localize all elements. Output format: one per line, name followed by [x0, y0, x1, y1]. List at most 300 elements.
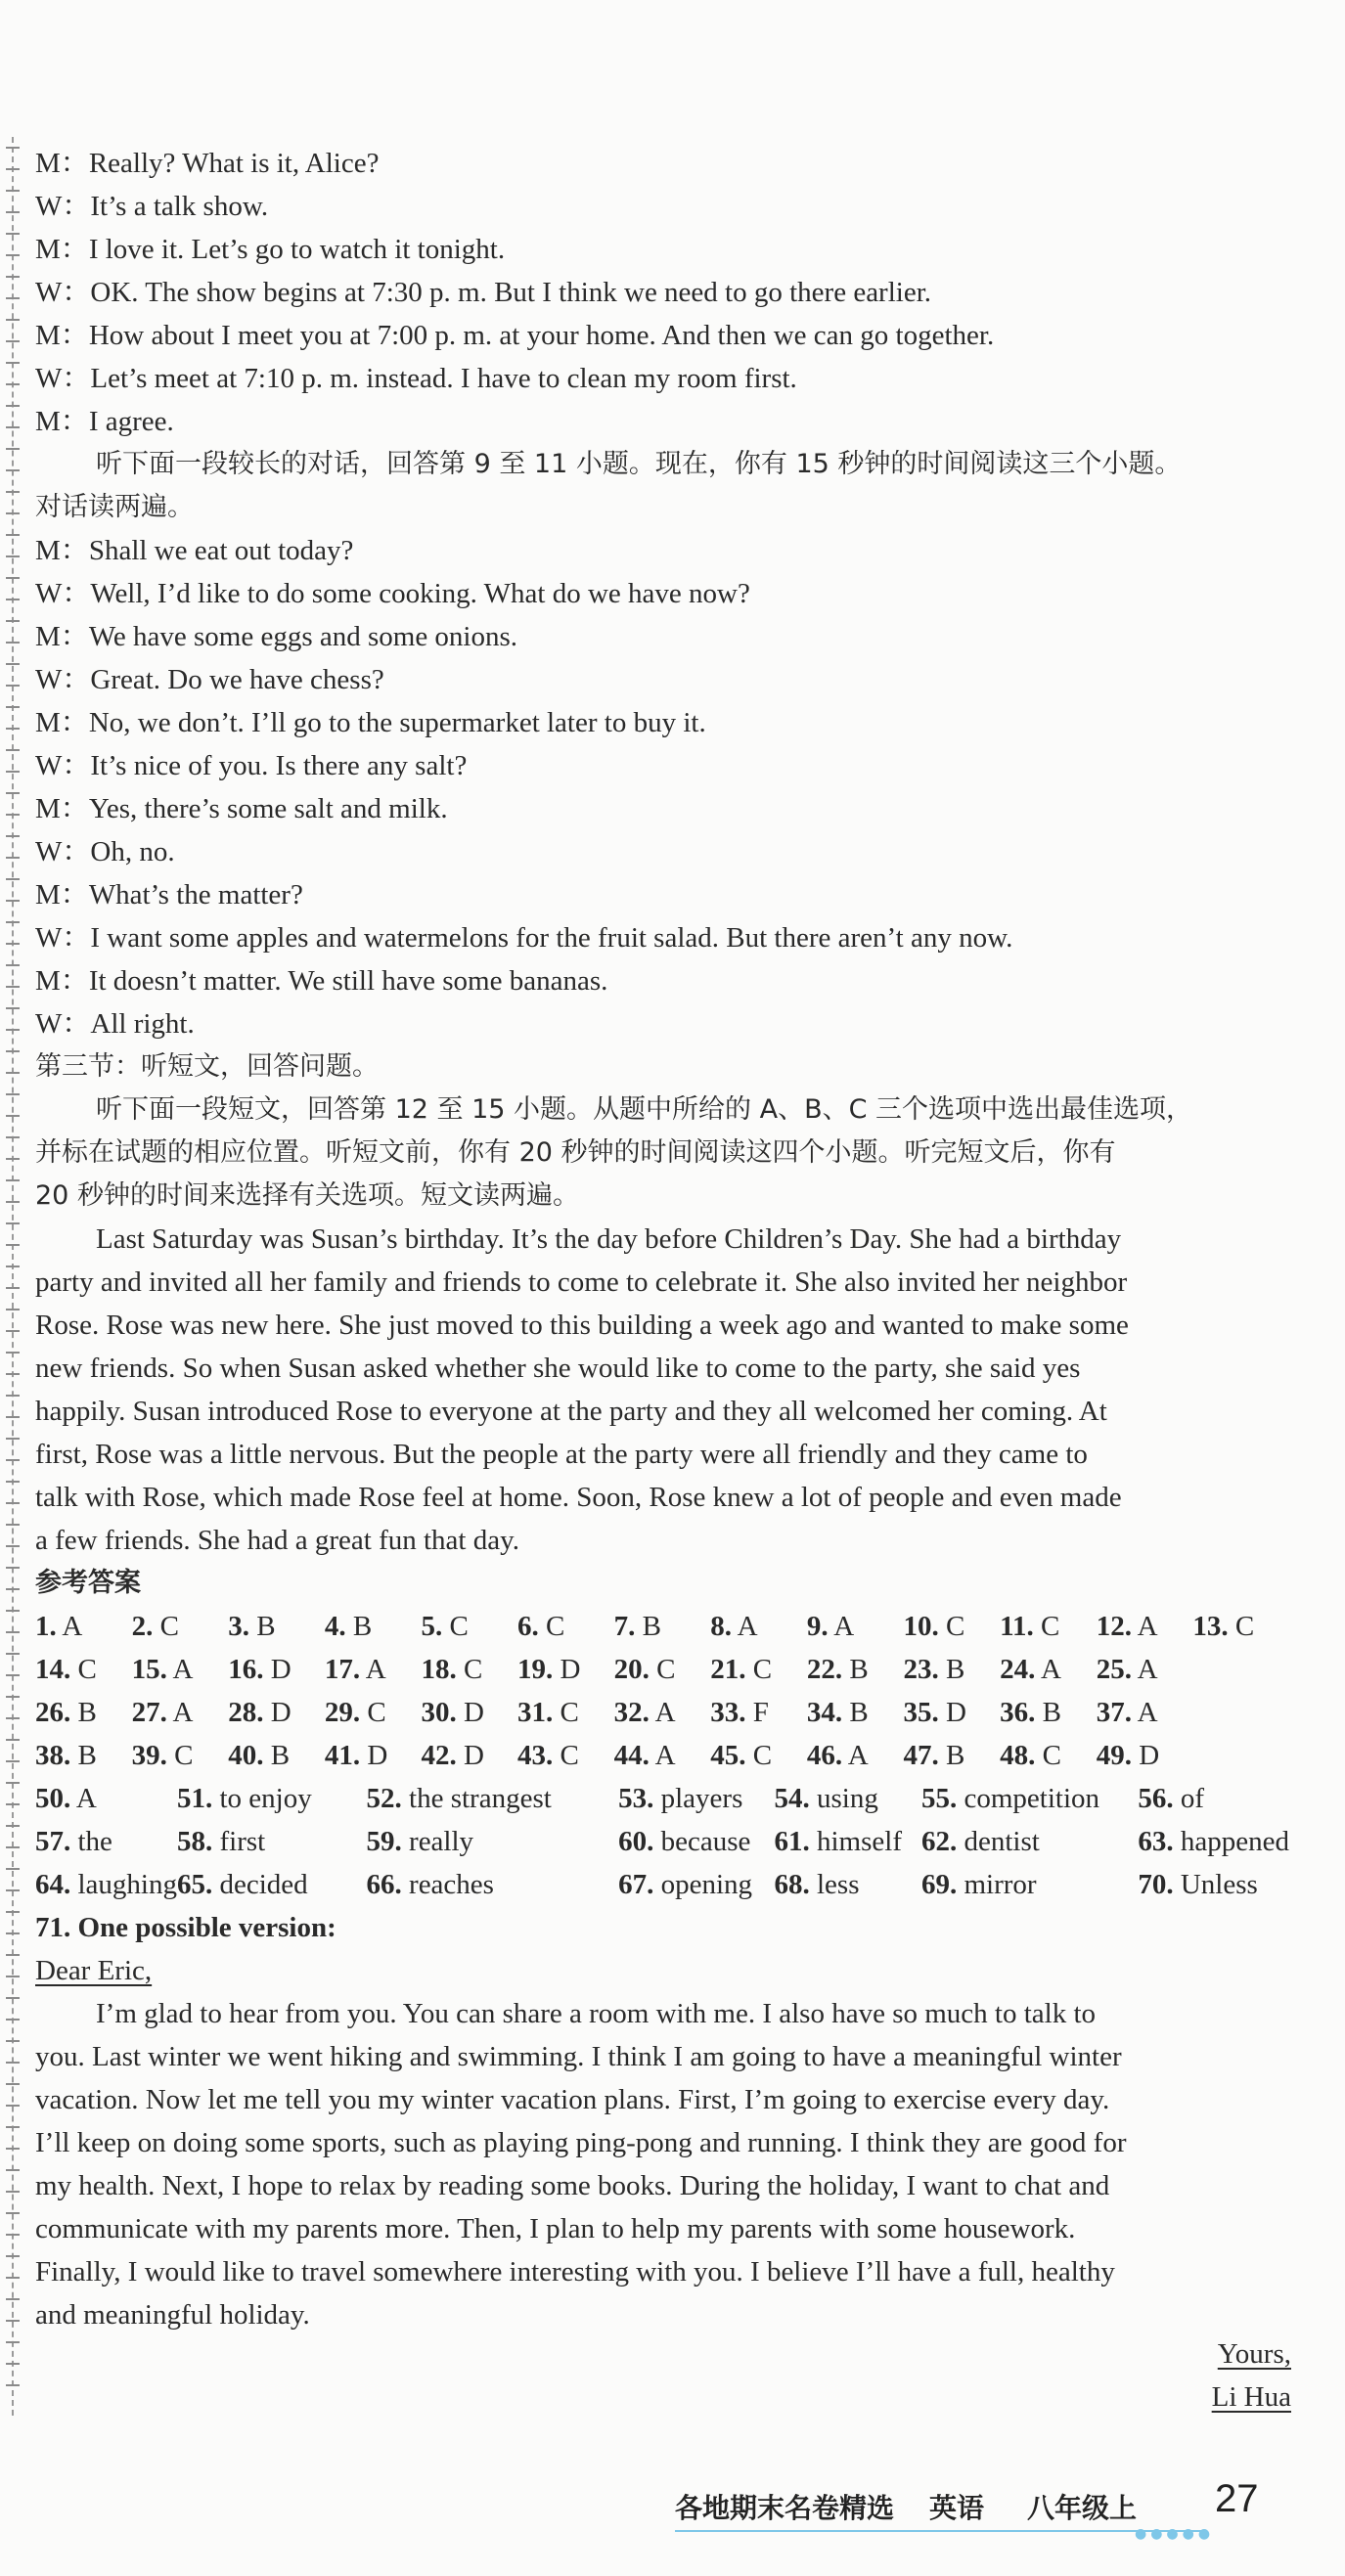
answer-value: C	[449, 1611, 469, 1642]
passage-line: first, Rose was a little nervous. But the people at the party were all friendly and they came to	[35, 1439, 1088, 1470]
instruction-line: 20 秒钟的时间来选择有关选项。短文读两遍。	[35, 1180, 579, 1211]
binding-tick	[6, 2341, 20, 2343]
dialogue-text: OK. The show begins at 7:30 p. m. But I think we need to go there earlier.	[90, 277, 932, 308]
answer-cell	[228, 1734, 325, 1777]
passage-line: a few friends. She had a great fun that day.	[35, 1525, 519, 1556]
answer-row	[35, 1777, 1289, 1820]
answer-value: A	[172, 1697, 194, 1728]
essay-heading: 71. One possible version:	[35, 1912, 336, 1943]
binding-tick	[6, 878, 20, 880]
binding-tick	[6, 599, 20, 600]
dialogue-line	[35, 1002, 1287, 1045]
answer-value: B	[642, 1611, 661, 1642]
binding-tick	[6, 1932, 20, 1934]
binding-tick	[6, 1395, 20, 1397]
binding-tick	[6, 1115, 20, 1117]
answer-number: 57.	[35, 1826, 71, 1857]
answer-number: 1.	[35, 1611, 57, 1642]
section-3-passage	[35, 1218, 1287, 1562]
footer-dots: ●●●●●	[1135, 2526, 1215, 2542]
binding-tick	[6, 2212, 20, 2214]
binding-tick	[6, 1309, 20, 1310]
speaker-colon: ：	[62, 1008, 91, 1040]
binding-tick	[6, 1868, 20, 1870]
binding-tick	[6, 1889, 20, 1891]
dialogue-1	[35, 142, 1287, 443]
speaker-colon: ：	[62, 277, 91, 308]
speaker-colon: ：	[60, 535, 89, 566]
speaker-label: W	[35, 1008, 63, 1040]
answer-row	[35, 1863, 1289, 1906]
answer-value: D	[270, 1697, 291, 1728]
page-number: 27	[1215, 2477, 1259, 2520]
passage-line: new friends. So when Susan asked whether she would like to come to the party, she said yes	[35, 1353, 1081, 1384]
speaker-colon: ：	[60, 148, 89, 179]
answer-cell	[35, 1691, 132, 1734]
answer-cell	[921, 1863, 1138, 1906]
binding-tick	[6, 1653, 20, 1655]
binding-tick	[6, 1179, 20, 1181]
answer-cell	[1192, 1605, 1289, 1648]
dialogue-line	[35, 572, 1287, 615]
binding-tick	[6, 2277, 20, 2279]
speaker-colon: ：	[62, 750, 91, 781]
answer-cell	[421, 1648, 517, 1691]
binding-tick	[6, 1782, 20, 1784]
answer-number: 43.	[517, 1740, 554, 1771]
answer-value: happened	[1180, 1826, 1289, 1857]
speaker-label: M	[35, 793, 61, 824]
dialogue-line	[35, 787, 1287, 830]
answer-number: 30.	[421, 1697, 457, 1728]
answer-cell	[614, 1605, 711, 1648]
binding-tick	[6, 1459, 20, 1461]
answer-cell	[807, 1734, 904, 1777]
answer-cell	[1000, 1734, 1097, 1777]
answer-value: D	[1139, 1740, 1160, 1771]
dialogue-line	[35, 357, 1287, 400]
answer-value: less	[816, 1869, 860, 1900]
answer-value: mirror	[964, 1869, 1037, 1900]
speaker-label: W	[35, 664, 63, 695]
answer-cell	[367, 1863, 619, 1906]
answer-cell	[228, 1691, 325, 1734]
answer-number: 37.	[1096, 1697, 1132, 1728]
binding-tick	[6, 1760, 20, 1762]
binding-tick	[6, 642, 20, 644]
answer-value: C	[159, 1611, 179, 1642]
answer-value: using	[816, 1783, 878, 1814]
answer-number: 28.	[228, 1697, 264, 1728]
answer-cell	[517, 1691, 614, 1734]
answer-value: himself	[816, 1826, 902, 1857]
speaker-colon: ：	[60, 707, 89, 738]
answer-number: 65.	[177, 1869, 213, 1900]
answer-value: D	[463, 1740, 484, 1771]
answer-number: 66.	[366, 1869, 402, 1900]
binding-tick	[6, 1373, 20, 1375]
speaker-label: W	[35, 363, 63, 394]
binding-tick	[6, 2363, 20, 2365]
answer-cell	[517, 1648, 614, 1691]
answer-number: 32.	[613, 1697, 650, 1728]
answer-number: 14.	[35, 1654, 71, 1685]
answer-number: 42.	[421, 1740, 457, 1771]
answer-value: C	[77, 1654, 97, 1685]
dialogue-text: Great. Do we have chess?	[90, 664, 384, 695]
answer-value: B	[77, 1740, 97, 1771]
answer-number: 19.	[517, 1654, 554, 1685]
answer-value: C	[945, 1611, 965, 1642]
answer-cell	[618, 1863, 774, 1906]
answer-number: 3.	[228, 1611, 249, 1642]
answer-value: competition	[964, 1783, 1100, 1814]
answer-key-words	[35, 1777, 1289, 1906]
binding-tick	[6, 2105, 20, 2107]
answer-value: Unless	[1180, 1869, 1258, 1900]
binding-tick	[6, 1007, 20, 1009]
answer-number: 24.	[1000, 1654, 1036, 1685]
answer-value: B	[77, 1697, 97, 1728]
answer-number: 39.	[131, 1740, 167, 1771]
answer-value: C	[367, 1697, 386, 1728]
speaker-colon: ：	[60, 234, 89, 265]
answer-number: 16.	[228, 1654, 264, 1685]
dialogue-text: Well, I’d like to do some cooking. What do we have now?	[90, 578, 750, 609]
answer-number: 5.	[421, 1611, 443, 1642]
essay-line: I’m glad to hear from you. You can share a room with me. I also have so much to talk to	[96, 1998, 1097, 2029]
answer-row	[35, 1691, 1289, 1734]
binding-tick	[6, 1997, 20, 1999]
dialogue-2	[35, 529, 1287, 1045]
essay-line: you. Last winter we went hiking and swimming. I think I am going to have a meaningful winter	[35, 2041, 1122, 2072]
answer-cell	[228, 1648, 325, 1691]
answer-number: 22.	[806, 1654, 843, 1685]
answer-number: 31.	[517, 1697, 554, 1728]
answer-value: B	[1042, 1697, 1061, 1728]
answer-cell	[228, 1605, 325, 1648]
speaker-label: M	[35, 406, 61, 437]
footer-book-title: 各地期末名卷精选	[675, 2492, 895, 2524]
binding-tick	[6, 663, 20, 665]
answer-cell	[1000, 1605, 1097, 1648]
passage-line: happily. Susan introduced Rose to everyone at the party and they all welcomed her coming. At	[35, 1396, 1107, 1427]
dialogue-text: How about I meet you at 7:00 p. m. at your home. And then we can go together.	[88, 320, 995, 351]
answer-cell	[921, 1820, 1138, 1863]
answer-value: A	[654, 1697, 676, 1728]
answer-number: 13.	[1192, 1611, 1229, 1642]
dialogue-text: Let’s meet at 7:10 p. m. instead. I have to clean my room first.	[90, 363, 797, 394]
answer-value: of	[1180, 1783, 1204, 1814]
dialogue-line	[35, 701, 1287, 744]
answer-cell	[517, 1605, 614, 1648]
binding-tick	[6, 1136, 20, 1138]
footer-subject: 英语	[929, 2492, 985, 2524]
answer-number: 21.	[710, 1654, 746, 1685]
answer-cell	[177, 1777, 367, 1820]
answer-cell	[35, 1734, 132, 1777]
footer-grade: 八年级上	[1027, 2492, 1138, 2524]
answer-cell	[614, 1648, 711, 1691]
dialogue-text: We have some eggs and some onions.	[88, 621, 518, 652]
essay-salutation: Dear Eric,	[35, 1955, 153, 1986]
binding-tick	[6, 1502, 20, 1504]
answer-cell	[35, 1820, 177, 1863]
answer-value: the strangest	[409, 1783, 552, 1814]
binding-tick	[6, 1976, 20, 1977]
answer-number: 26.	[35, 1697, 71, 1728]
page-footer	[675, 2477, 1301, 2542]
binding-tick	[6, 1352, 20, 1354]
answer-number: 6.	[517, 1611, 539, 1642]
binding-tick	[6, 534, 20, 536]
answer-value: A	[75, 1783, 97, 1814]
answer-number: 29.	[324, 1697, 361, 1728]
binding-tick	[6, 921, 20, 923]
dialogue-line	[35, 228, 1287, 271]
answer-value: C	[560, 1697, 579, 1728]
binding-tick	[6, 2191, 20, 2193]
answer-number: 18.	[421, 1654, 457, 1685]
dialogue-text: It’s nice of you. Is there any salt?	[90, 750, 468, 781]
answer-number: 60.	[618, 1826, 654, 1857]
answer-cell	[921, 1777, 1138, 1820]
speaker-label: W	[35, 191, 63, 222]
binding-tick	[6, 577, 20, 579]
answers-title: 参考答案	[35, 1568, 141, 1598]
answer-value: A	[365, 1654, 386, 1685]
binding-tick	[6, 792, 20, 794]
answer-cell	[710, 1734, 807, 1777]
binding-tick	[6, 1416, 20, 1418]
answer-value: C	[463, 1654, 483, 1685]
answer-cell	[903, 1691, 1000, 1734]
answer-value: the	[77, 1826, 112, 1857]
dialogue-line	[35, 185, 1287, 228]
answer-cell	[710, 1691, 807, 1734]
answer-cell	[177, 1820, 367, 1863]
answer-value: A	[833, 1611, 855, 1642]
footer-rule	[675, 2530, 1203, 2532]
answer-cell	[1000, 1691, 1097, 1734]
binding-tick	[6, 2148, 20, 2150]
dialogue-text: I agree.	[88, 406, 174, 437]
speaker-colon: ：	[62, 578, 91, 609]
answer-cell	[903, 1734, 1000, 1777]
answer-number: 46.	[806, 1740, 843, 1771]
answer-number: 51.	[177, 1783, 213, 1814]
dialogue-line	[35, 400, 1287, 443]
speaker-label: M	[35, 707, 61, 738]
answer-value: A	[737, 1611, 758, 1642]
answer-row	[35, 1605, 1289, 1648]
answer-cell	[903, 1648, 1000, 1691]
dialogue-text: I want some apples and watermelons for the fruit salad. But there aren’t any now.	[90, 922, 1013, 954]
answer-cell	[618, 1777, 774, 1820]
answer-number: 47.	[903, 1740, 939, 1771]
binding-tick	[6, 2320, 20, 2322]
dialogue-text: It’s a talk show.	[90, 191, 269, 222]
answer-number: 27.	[131, 1697, 167, 1728]
binding-tick	[6, 814, 20, 816]
binding-tick	[6, 1524, 20, 1526]
answer-number: 49.	[1096, 1740, 1132, 1771]
answer-number: 10.	[903, 1611, 939, 1642]
answer-cell	[367, 1820, 619, 1863]
answer-number: 2.	[131, 1611, 154, 1642]
answer-number: 45.	[710, 1740, 746, 1771]
answer-row	[35, 1820, 1289, 1863]
binding-tick	[6, 1911, 20, 1913]
answer-number: 56.	[1138, 1783, 1174, 1814]
answer-value: A	[1137, 1697, 1158, 1728]
instruction-line: 听下面一段短文，回答第 12 至 15 小题。从题中所给的 A、B、C 三个选项中选出最佳选项，	[96, 1094, 1193, 1125]
essay-body	[35, 1992, 1287, 2336]
binding-tick	[6, 1954, 20, 1956]
answer-cell	[1097, 1734, 1193, 1777]
binding-tick	[6, 1846, 20, 1848]
answer-cell	[903, 1605, 1000, 1648]
answer-value: C	[752, 1654, 773, 1685]
binding-tick	[6, 728, 20, 730]
dialogue-text: Shall we eat out today?	[88, 535, 354, 566]
answer-value: laughing	[77, 1869, 177, 1900]
binding-tick	[6, 1696, 20, 1698]
answer-value: D	[463, 1697, 484, 1728]
answer-value: A	[847, 1740, 869, 1771]
dialogue-line	[35, 615, 1287, 658]
answer-cell	[807, 1605, 904, 1648]
binding-tick	[6, 2019, 20, 2021]
binding-tick	[6, 383, 20, 385]
binding-tick	[6, 1029, 20, 1031]
answer-value: A	[654, 1740, 676, 1771]
essay-line: my health. Next, I hope to relax by reading some books. During the holiday, I want to chat and	[35, 2170, 1110, 2201]
answer-value: C	[656, 1654, 676, 1685]
answer-number: 48.	[1000, 1740, 1036, 1771]
speaker-colon: ：	[62, 191, 91, 222]
answer-cell	[35, 1863, 177, 1906]
answer-value: D	[367, 1740, 388, 1771]
binding-tick	[6, 2040, 20, 2042]
answer-number: 11.	[1000, 1611, 1034, 1642]
answer-key-letters	[35, 1605, 1289, 1777]
speaker-label: W	[35, 922, 63, 954]
binding-tick	[6, 2169, 20, 2171]
answer-cell	[807, 1691, 904, 1734]
binding-tick	[6, 2298, 20, 2300]
binding-tick	[6, 405, 20, 407]
answer-number: 8.	[710, 1611, 733, 1642]
answer-value: B	[945, 1654, 965, 1685]
speaker-colon: ：	[60, 320, 89, 351]
answer-value: first	[219, 1826, 266, 1857]
answer-cell	[325, 1648, 422, 1691]
binding-tick	[6, 1244, 20, 1246]
binding-tick	[6, 1222, 20, 1224]
binding-tick	[6, 319, 20, 321]
answer-value: reaches	[409, 1869, 494, 1900]
answer-value: to enjoy	[219, 1783, 312, 1814]
dialogue-line	[35, 744, 1287, 787]
binding-tick	[6, 986, 20, 988]
answer-cell	[132, 1605, 229, 1648]
binding-tick	[6, 1631, 20, 1633]
binding-tick	[6, 620, 20, 622]
dialogue-line	[35, 142, 1287, 185]
dialogue-line	[35, 271, 1287, 314]
answer-number: 7.	[613, 1611, 636, 1642]
answer-value: F	[752, 1697, 769, 1728]
answer-value: really	[409, 1826, 474, 1857]
section-3-title: 第三节：听短文，回答问题。	[35, 1051, 379, 1082]
answer-number: 41.	[324, 1740, 361, 1771]
answer-cell	[1000, 1648, 1097, 1691]
dialogue-text: Really? What is it, Alice?	[88, 148, 380, 179]
passage-line: party and invited all her family and friends to come to celebrate it. She also invited her neighbor	[35, 1266, 1128, 1298]
answer-cell	[710, 1648, 807, 1691]
answer-number: 9.	[806, 1611, 829, 1642]
answer-cell	[367, 1777, 619, 1820]
essay-line: and meaningful holiday.	[35, 2299, 310, 2331]
instruction-line: 听下面一段较长的对话，回答第 9 至 11 小题。现在，你有 15 秒钟的时间阅读这三个小题。	[96, 449, 1182, 479]
binding-tick	[6, 857, 20, 859]
answer-cell	[1097, 1605, 1193, 1648]
answer-number: 4.	[324, 1611, 346, 1642]
essay-closing-block	[1184, 2332, 1291, 2419]
answer-value: opening	[660, 1869, 753, 1900]
answer-cell	[807, 1648, 904, 1691]
answer-value: B	[256, 1611, 276, 1642]
answer-value: B	[849, 1654, 869, 1685]
answer-value: C	[1234, 1611, 1255, 1642]
dialogue-line	[35, 658, 1287, 701]
binding-tick	[6, 147, 20, 149]
binding-tick	[6, 1201, 20, 1203]
answer-cell	[710, 1605, 807, 1648]
passage-line: Last Saturday was Susan’s birthday. It’s the day before Children’s Day. She had a birthday	[96, 1223, 1122, 1255]
answer-cell	[325, 1734, 422, 1777]
speaker-label: W	[35, 277, 63, 308]
answer-cell	[614, 1734, 711, 1777]
answer-cell	[1138, 1820, 1289, 1863]
speaker-label: M	[35, 148, 61, 179]
answer-cell	[35, 1648, 132, 1691]
dialogue-text: Oh, no.	[90, 836, 175, 867]
binding-tick	[6, 340, 20, 342]
answer-number: 23.	[903, 1654, 939, 1685]
answer-number: 35.	[903, 1697, 939, 1728]
binding-tick	[6, 964, 20, 966]
binding-tick	[6, 233, 20, 235]
speaker-label: W	[35, 836, 63, 867]
essay-line: communicate with my parents more. Then, I plan to help my parents with some housework.	[35, 2213, 1076, 2244]
section-3-instructions	[35, 1088, 1287, 1218]
binding-tick	[6, 2384, 20, 2386]
answer-value: C	[1042, 1740, 1061, 1771]
answer-value: D	[270, 1654, 291, 1685]
speaker-colon: ：	[60, 793, 89, 824]
answer-number: 12.	[1096, 1611, 1132, 1642]
answer-cell	[325, 1691, 422, 1734]
answer-value: B	[352, 1611, 373, 1642]
answer-value: C	[1041, 1611, 1060, 1642]
speaker-label: M	[35, 535, 61, 566]
answer-number: 64.	[35, 1869, 71, 1900]
dialogue-line	[35, 916, 1287, 959]
answer-cell	[132, 1734, 229, 1777]
answer-number: 70.	[1138, 1869, 1174, 1900]
